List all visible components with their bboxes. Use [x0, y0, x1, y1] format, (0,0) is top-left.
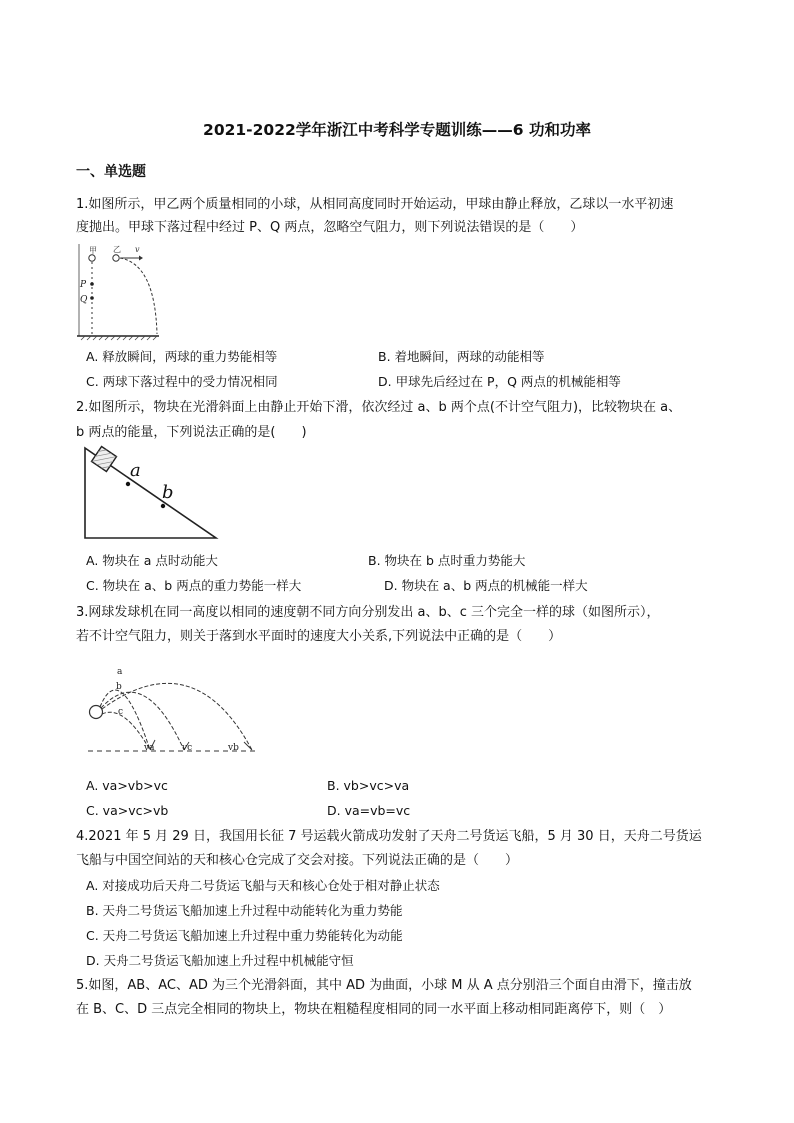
point-q — [90, 296, 94, 300]
ball-jia — [89, 255, 95, 261]
question-2-option-c: C. 物块在 a、b 两点的重力势能一样大 — [86, 578, 302, 593]
trajectory-b — [102, 683, 252, 750]
question-2-option-a: A. 物块在 a 点时动能大 — [86, 553, 218, 568]
question-3-figure — [84, 664, 260, 756]
trajectory-a — [100, 690, 150, 750]
question-2-option-b: B. 物块在 b 点时重力势能大 — [368, 553, 526, 568]
question-2-figure — [82, 444, 222, 542]
label-c: c — [118, 707, 124, 717]
label-b: b — [116, 682, 122, 692]
page-title: 2021-2022学年浙江中考科学专题训练——6 功和功率 — [203, 121, 591, 139]
launcher-ball — [90, 706, 103, 719]
question-5-line-2: 在 B、C、D 三点完全相同的物块上，物块在粗糙程度相同的同一水平面上移动相同距离停下，则（ ） — [76, 1002, 672, 1017]
question-1-figure — [75, 242, 161, 342]
label-v: v — [135, 245, 140, 254]
question-1-option-c: C. 两球下落过程中的受力情况相同 — [86, 374, 278, 389]
section-heading: 一、单选题 — [76, 164, 146, 180]
question-1-option-a: A. 释放瞬间，两球的重力势能相等 — [86, 349, 278, 364]
question-1-line-2: 度抛出。甲球下落过程中经过 P、Q 两点，忽略空气阻力，则下列说法错误的是（ ） — [76, 220, 584, 235]
question-4-line-2: 飞船与中国空间站的天和核心仓完成了交会对接。下列说法正确的是（ ） — [76, 853, 519, 868]
label-a: a — [117, 667, 123, 677]
question-5-line-1: 5.如图，AB、AC、AD 为三个光滑斜面，其中 AD 为曲面，小球 M 从 A 点分别沿三个面自由滑下，撞击放 — [76, 978, 692, 993]
point-b — [161, 504, 165, 508]
question-3-line-1: 3.网球发球机在同一高度以相同的速度朝不同方向分别发出 a、b、c 三个完全一样的球（如图所示）， — [76, 605, 660, 620]
question-1-option-b: B. 着地瞬间，两球的动能相等 — [378, 349, 545, 364]
question-2-line-1: 2.如图所示，物块在光滑斜面上由静止开始下滑，依次经过 a、b 两个点(不计空气阻力)，比较物块在 a、 — [76, 400, 682, 415]
label-jia: 甲 — [89, 246, 97, 255]
question-3-option-d: D. va=vb=vc — [327, 803, 411, 818]
question-1-option-d: D. 甲球先后经过在 P，Q 两点的机械能相等 — [378, 374, 621, 389]
question-1-line-1: 1.如图所示，甲乙两个质量相同的小球，从相同高度同时开始运动，甲球由静止释放，乙球以一水平初速 — [76, 197, 674, 212]
label-p: P — [80, 280, 87, 290]
question-3-option-b: B. vb>vc>va — [327, 778, 410, 793]
label-q: Q — [80, 295, 88, 305]
arrow-head — [139, 256, 143, 261]
label-va: va — [144, 743, 155, 753]
question-4-line-1: 4.2021 年 5 月 29 日，我国用长征 7 号运载火箭成功发射了天舟二号货运飞船，5 月 30 日，天舟二号货运 — [76, 829, 702, 844]
trajectory-c — [102, 712, 150, 750]
question-3-option-a: A. va>vb>vc — [86, 778, 168, 793]
question-4-option-b: B. 天舟二号货运飞船加速上升过程中动能转化为重力势能 — [86, 903, 403, 918]
point-a — [126, 482, 130, 486]
label-a: a — [130, 460, 141, 481]
label-vb: vb — [228, 743, 239, 753]
question-4-option-a: A. 对接成功后天舟二号货运飞船与天和核心仓处于相对静止状态 — [86, 878, 440, 893]
label-vc: vc — [182, 743, 193, 753]
question-2-line-2: b 两点的能量，下列说法正确的是( ) — [76, 425, 307, 440]
question-4-option-c: C. 天舟二号货运飞船加速上升过程中重力势能转化为动能 — [86, 928, 403, 943]
label-yi: 乙 — [113, 245, 121, 254]
point-p — [90, 282, 94, 286]
question-3-option-c: C. va>vc>vb — [86, 803, 169, 818]
question-2-option-d: D. 物块在 a、b 两点的机械能一样大 — [384, 578, 588, 593]
ball-yi — [113, 255, 119, 261]
trajectory-yi — [120, 258, 157, 334]
label-b: b — [162, 482, 174, 503]
question-3-line-2: 若不计空气阻力，则关于落到水平面时的速度大小关系,下列说法中正确的是（ ） — [76, 629, 562, 644]
question-4-option-d: D. 天舟二号货运飞船加速上升过程中机械能守恒 — [86, 953, 354, 968]
